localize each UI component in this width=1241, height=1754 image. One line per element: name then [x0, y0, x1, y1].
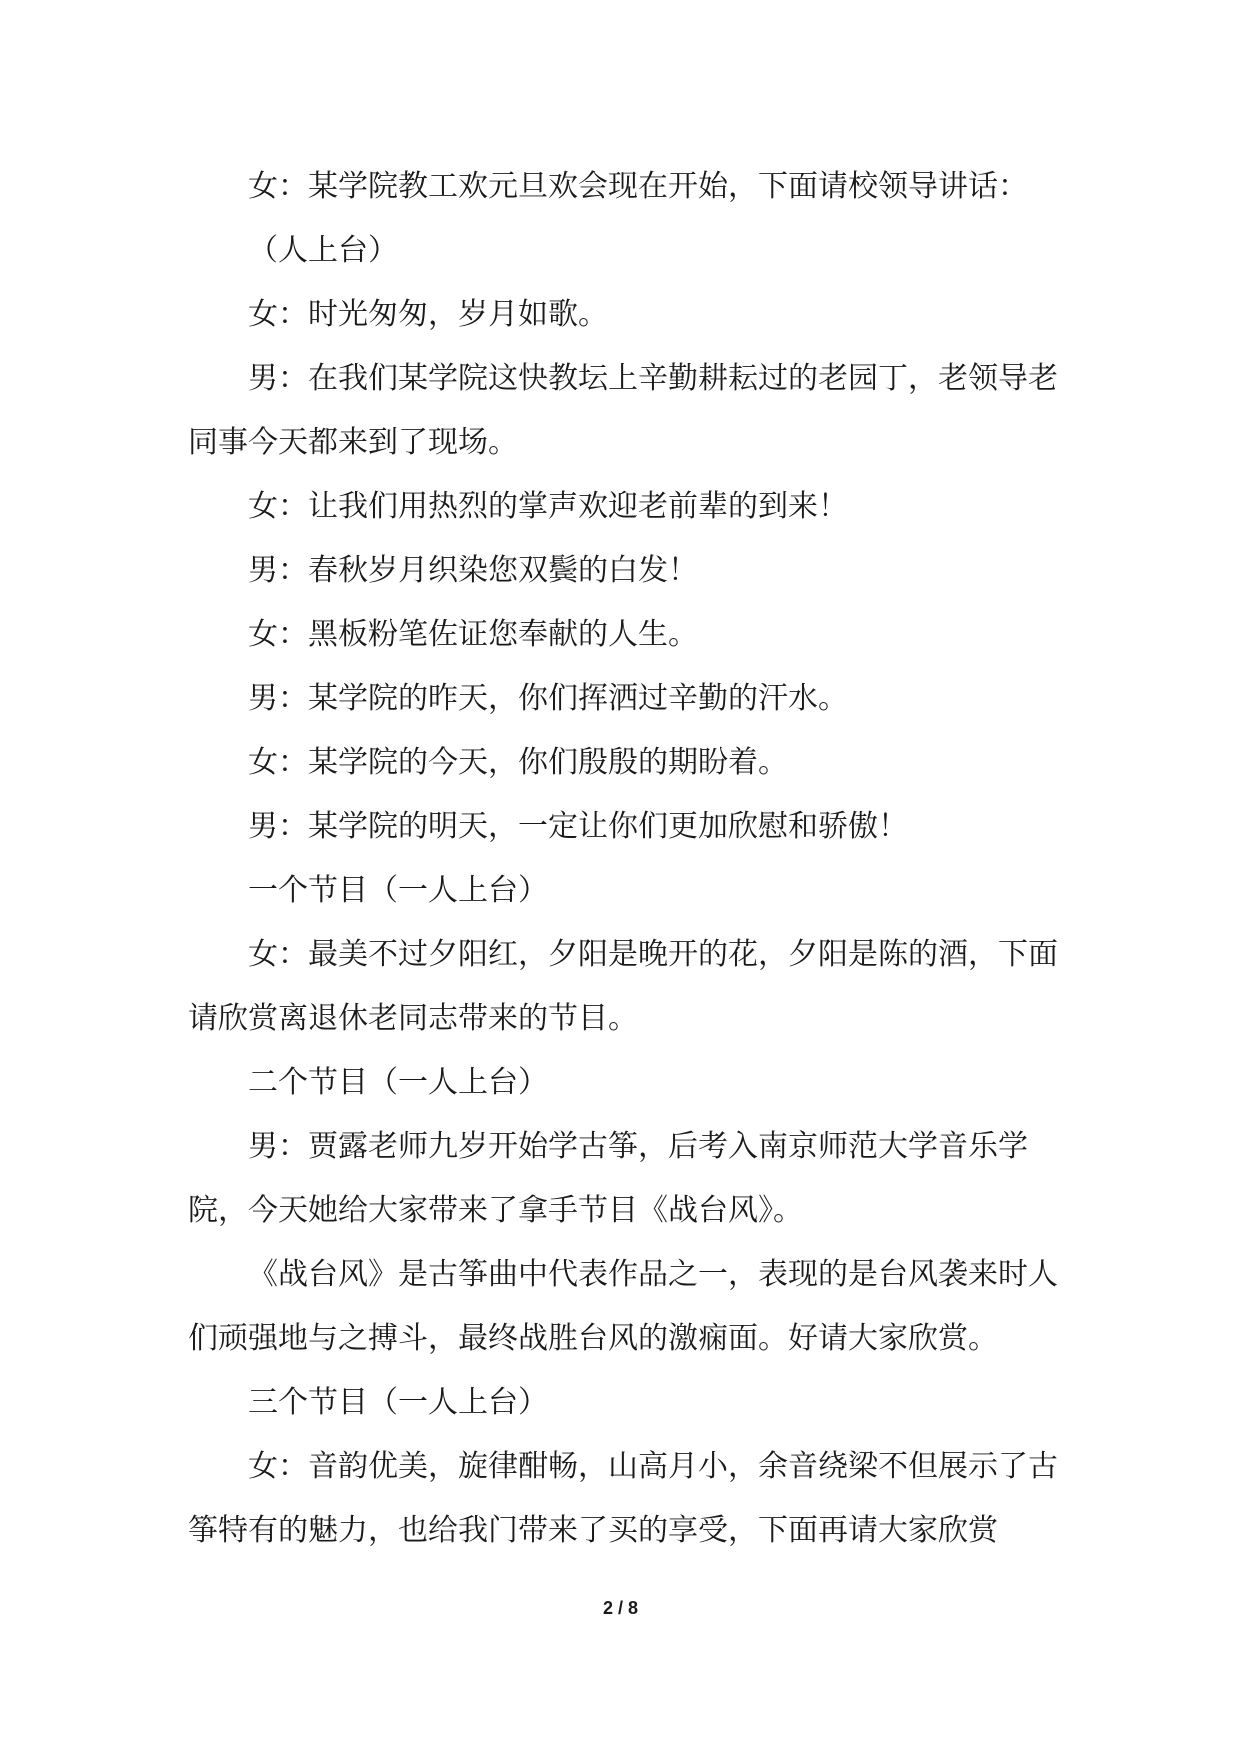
paragraph: 女：黑板粉笔佐证您奉献的人生。	[248, 617, 698, 652]
paragraph: 男：贾露老师九岁开始学古筝，后考入南京师范大学音乐学院，今天她给大家带来了拿手节目《战台风》。	[188, 1129, 1028, 1228]
paragraph: 女：让我们用热烈的掌声欢迎老前辈的到来！	[248, 489, 848, 524]
paragraph: 三个节目（一人上台）	[248, 1385, 548, 1420]
paragraph: 一个节目（一人上台）	[248, 873, 548, 908]
paragraph: 男：某学院的明天，一定让你们更加欣慰和骄傲！	[248, 809, 908, 844]
document-body	[188, 155, 1068, 1563]
paragraph: 二个节目（一人上台）	[248, 1065, 548, 1100]
paragraph: 女：音韵优美，旋律酣畅，山高月小，余音绕梁不但展示了古筝特有的魅力，也给我门带来了买的享受，下面再请大家欣赏	[188, 1449, 1058, 1548]
paragraph: 女：某学院的今天，你们殷殷的期盼着。	[248, 745, 788, 780]
paragraph: 《战台风》是古筝曲中代表作品之一，表现的是台风袭来时人们顽强地与之搏斗，最终战胜台风的激痫面。好请大家欣赏。	[188, 1257, 1058, 1356]
page-number: 2 / 8	[602, 1598, 639, 1618]
paragraph: 男：某学院的昨天，你们挥洒过辛勤的汗水。	[248, 681, 848, 716]
paragraph: 女：时光匆匆，岁月如歌。	[248, 297, 608, 332]
paragraph: 女：最美不过夕阳红，夕阳是晚开的花，夕阳是陈的酒，下面请欣赏离退休老同志带来的节目。	[188, 937, 1058, 1036]
paragraph: （人上台）	[248, 233, 398, 268]
paragraph: 女：某学院教工欢元旦欢会现在开始，下面请校领导讲话：	[248, 169, 1028, 204]
paragraph: 男：春秋岁月织染您双鬓的白发！	[248, 553, 698, 588]
paragraph: 男：在我们某学院这快教坛上辛勤耕耘过的老园丁，老领导老同事今天都来到了现场。	[188, 361, 1058, 460]
